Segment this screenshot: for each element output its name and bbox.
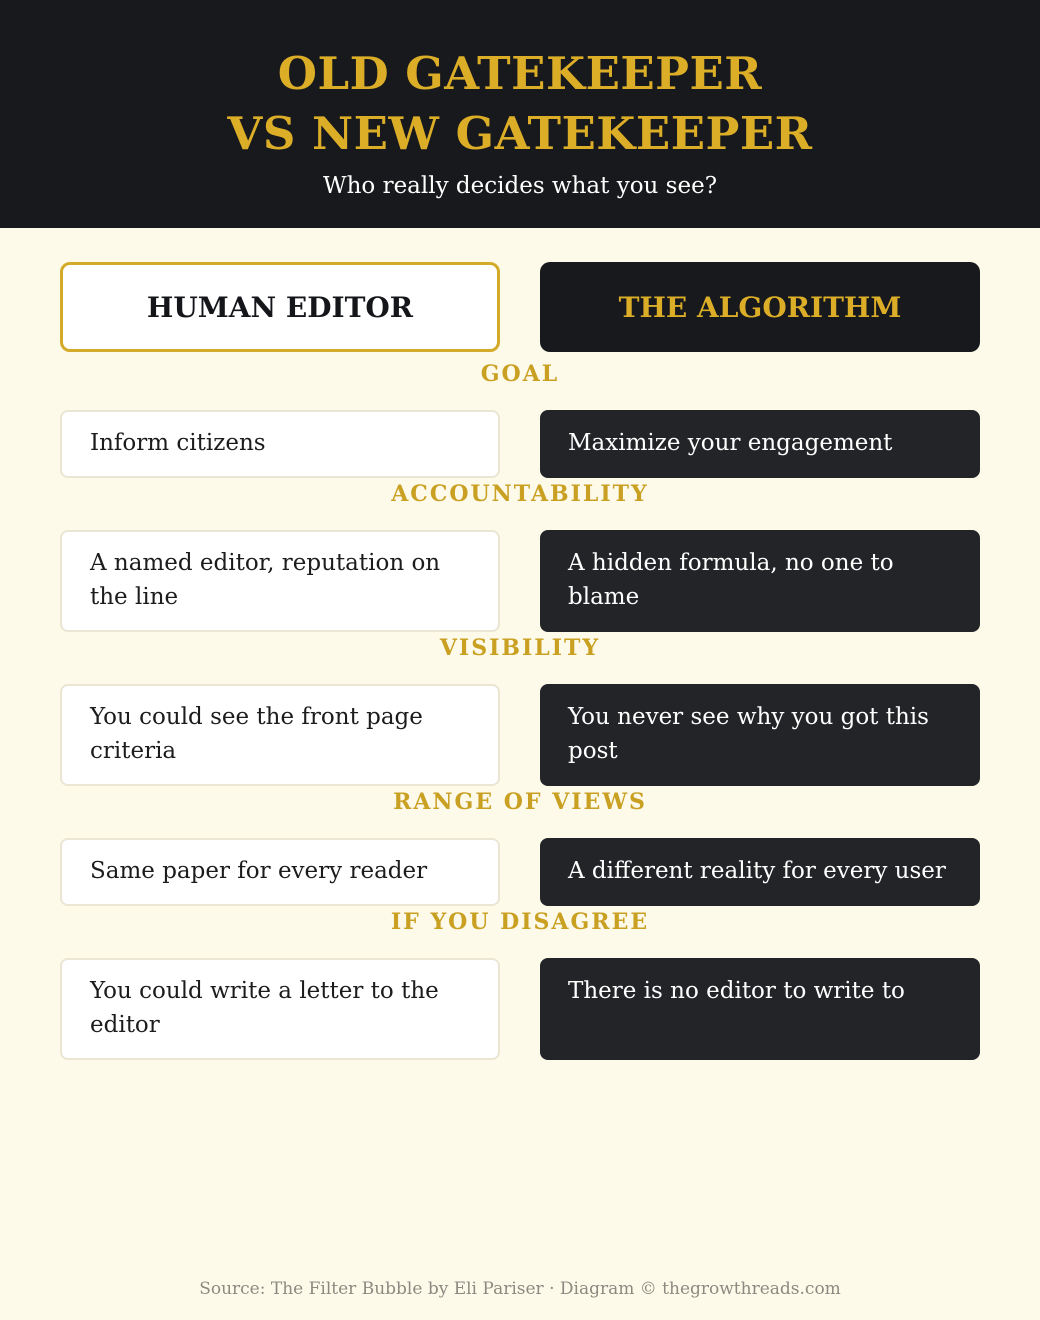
title-line-1: OLD GATEKEEPER bbox=[277, 47, 763, 100]
algorithm-cell-if-you-disagree: There is no editor to write to bbox=[540, 958, 980, 1060]
column-header-human-editor: HUMAN EDITOR bbox=[60, 262, 500, 352]
algorithm-cell-accountability: A hidden formula, no one to blame bbox=[540, 530, 980, 632]
page-subtitle: Who really decides what you see? bbox=[322, 173, 718, 199]
category-label-range-of-views: RANGE OF VIEWS bbox=[393, 789, 647, 815]
category-label-accountability: ACCOUNTABILITY bbox=[391, 481, 649, 507]
human-editor-cell-accountability: A named editor, reputation on the line bbox=[60, 530, 500, 632]
page-title bbox=[0, 44, 1040, 164]
category-label-goal: GOAL bbox=[480, 361, 560, 387]
category-label-visibility: VISIBILITY bbox=[439, 635, 601, 661]
algorithm-cell-range-of-views: A different reality for every user bbox=[540, 838, 980, 906]
algorithm-cell-goal: Maximize your engagement bbox=[540, 410, 980, 478]
algorithm-cell-visibility: You never see why you got this post bbox=[540, 684, 980, 786]
column-header-algorithm: THE ALGORITHM bbox=[540, 262, 980, 352]
category-label-if-you-disagree: IF YOU DISAGREE bbox=[390, 909, 650, 935]
human-editor-cell-visibility: You could see the front page criteria bbox=[60, 684, 500, 786]
header-banner bbox=[0, 0, 1040, 228]
source-footer: Source: The Filter Bubble by Eli Pariser · Diagram © thegrowthreads.com bbox=[199, 1279, 841, 1299]
title-line-2: VS NEW GATEKEEPER bbox=[227, 107, 813, 160]
human-editor-cell-goal: Inform citizens bbox=[60, 410, 500, 478]
human-editor-cell-if-you-disagree: You could write a letter to the editor bbox=[60, 958, 500, 1060]
human-editor-cell-range-of-views: Same paper for every reader bbox=[60, 838, 500, 906]
